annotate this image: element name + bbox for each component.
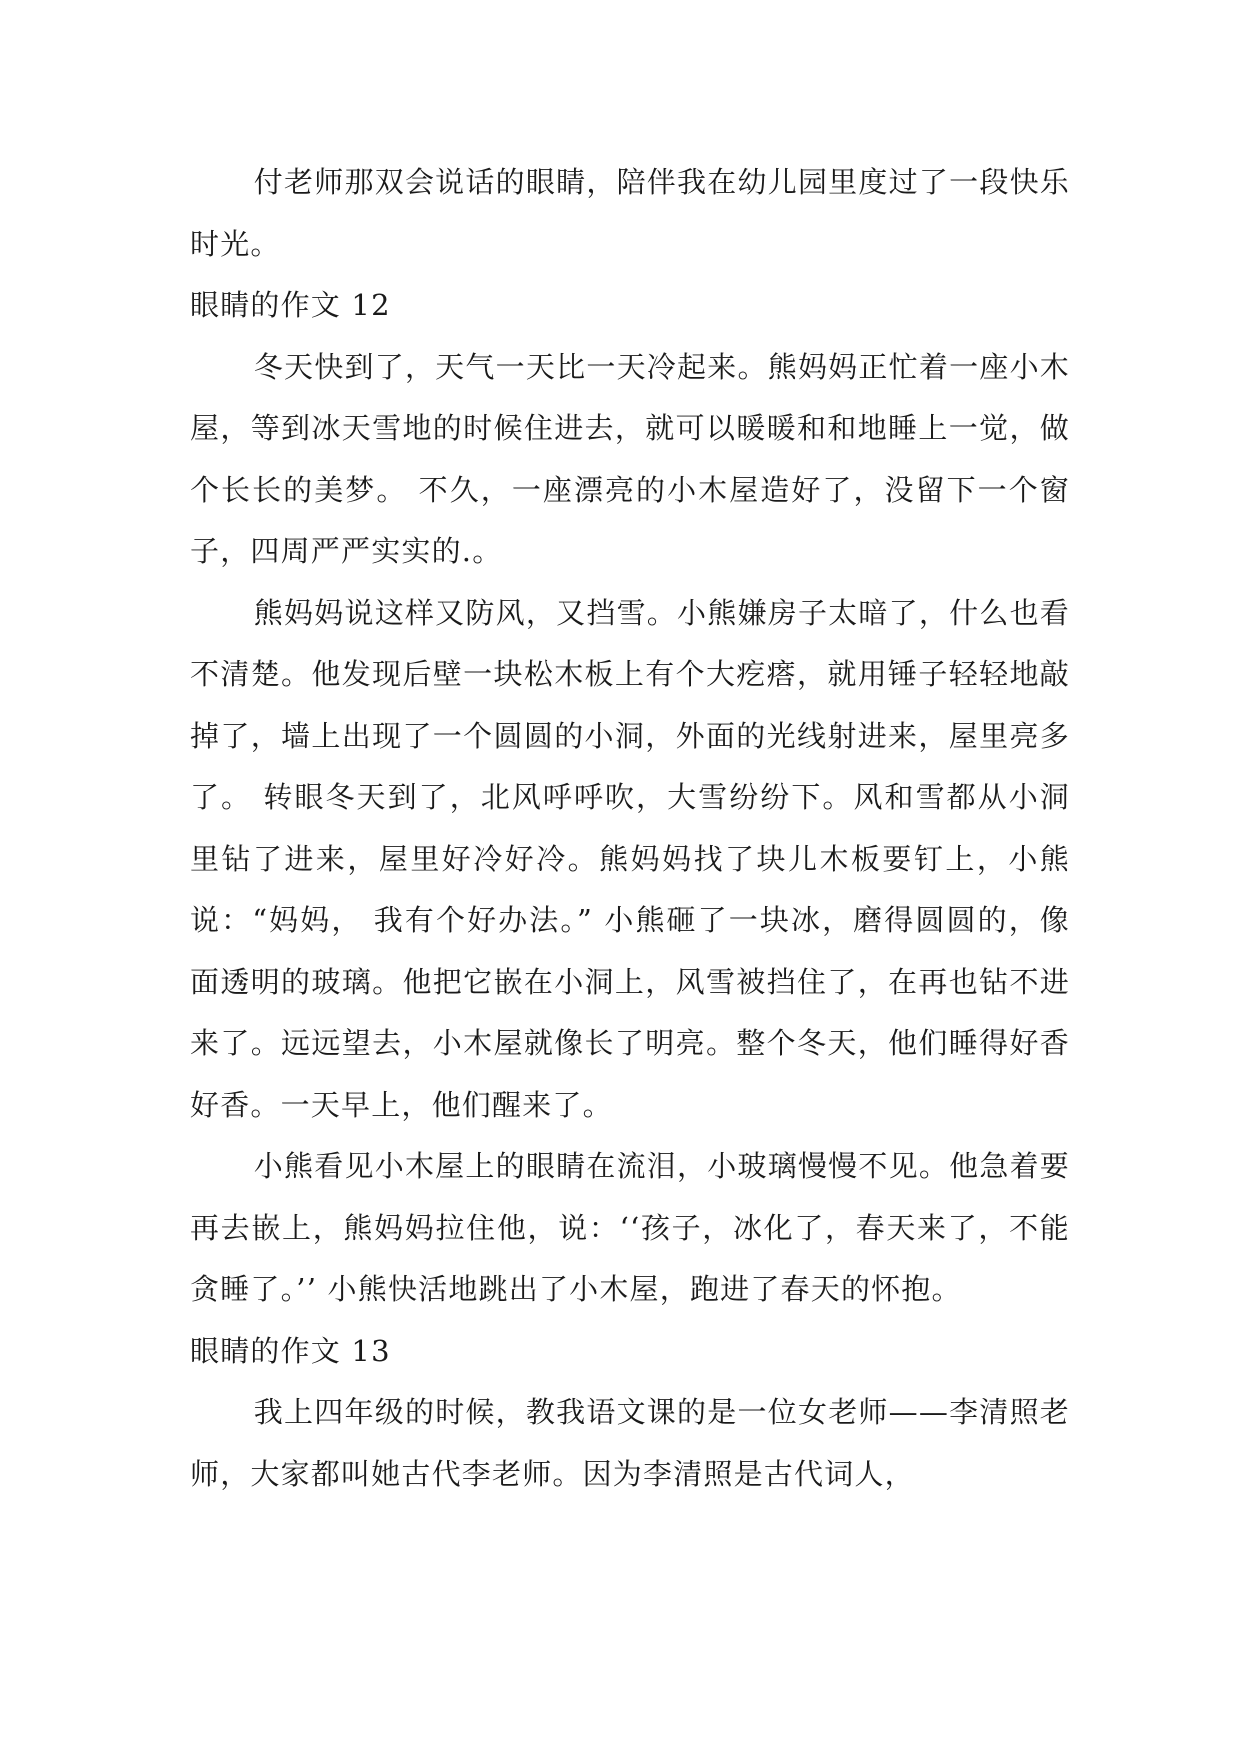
- paragraph-winter-cabin: 冬天快到了，天气一天比一天冷起来。熊妈妈正忙着一座小木屋，等到冰天雪地的时候住进去，就可以暖暖和和地睡上一觉，做个长长的美梦。 不久，一座漂亮的小木屋造好了，没留下一个窗子，四周严严实实的.。: [190, 349, 1070, 568]
- paragraph-eyes-conclusion: 付老师那双会说话的眼睛，陪伴我在幼儿园里度过了一段快乐时光。: [190, 165, 1070, 261]
- paragraph-spring: 小熊看见小木屋上的眼睛在流泪，小玻璃慢慢不见。他急着要再去嵌上，熊妈妈拉住他，说：‘‘孩子，冰化了，春天来了，不能贪睡了。’’ 小熊快活地跳出了小木屋，跑进了春天的怀抱。: [190, 1149, 1070, 1306]
- document-body: [190, 152, 1070, 1505]
- paragraph-teacher-li: 我上四年级的时候，教我语文课的是一位女老师——李清照老师，大家都叫她古代李老师。因为李清照是古代词人，: [190, 1395, 1070, 1491]
- paragraph-ice-window: 熊妈妈说这样又防风，又挡雪。小熊嫌房子太暗了，什么也看不清楚。他发现后壁一块松木板上有个大疙瘩，就用锤子轻轻地敲掉了，墙上出现了一个圆圆的小洞，外面的光线射进来，屋里亮多了。 转眼冬天到了，北风呼呼吹，大雪纷纷下。风和雪都从小洞里钻了进来，屋里好冷好冷。熊妈妈找了块儿木板要钉上，小熊说：“妈妈， 我有个好办法。” 小熊砸了一块冰，磨得圆圆的，像面透明的玻璃。他把它嵌在小洞上，风雪被挡住了，在再也钻不进来了。远远望去，小木屋就像长了明亮。整个冬天，他们睡得好香好香。一天早上，他们醒来了。: [190, 595, 1070, 1122]
- essay-heading-13: 眼睛的作文 13: [190, 1333, 391, 1368]
- essay-heading-12: 眼睛的作文 12: [190, 288, 391, 322]
